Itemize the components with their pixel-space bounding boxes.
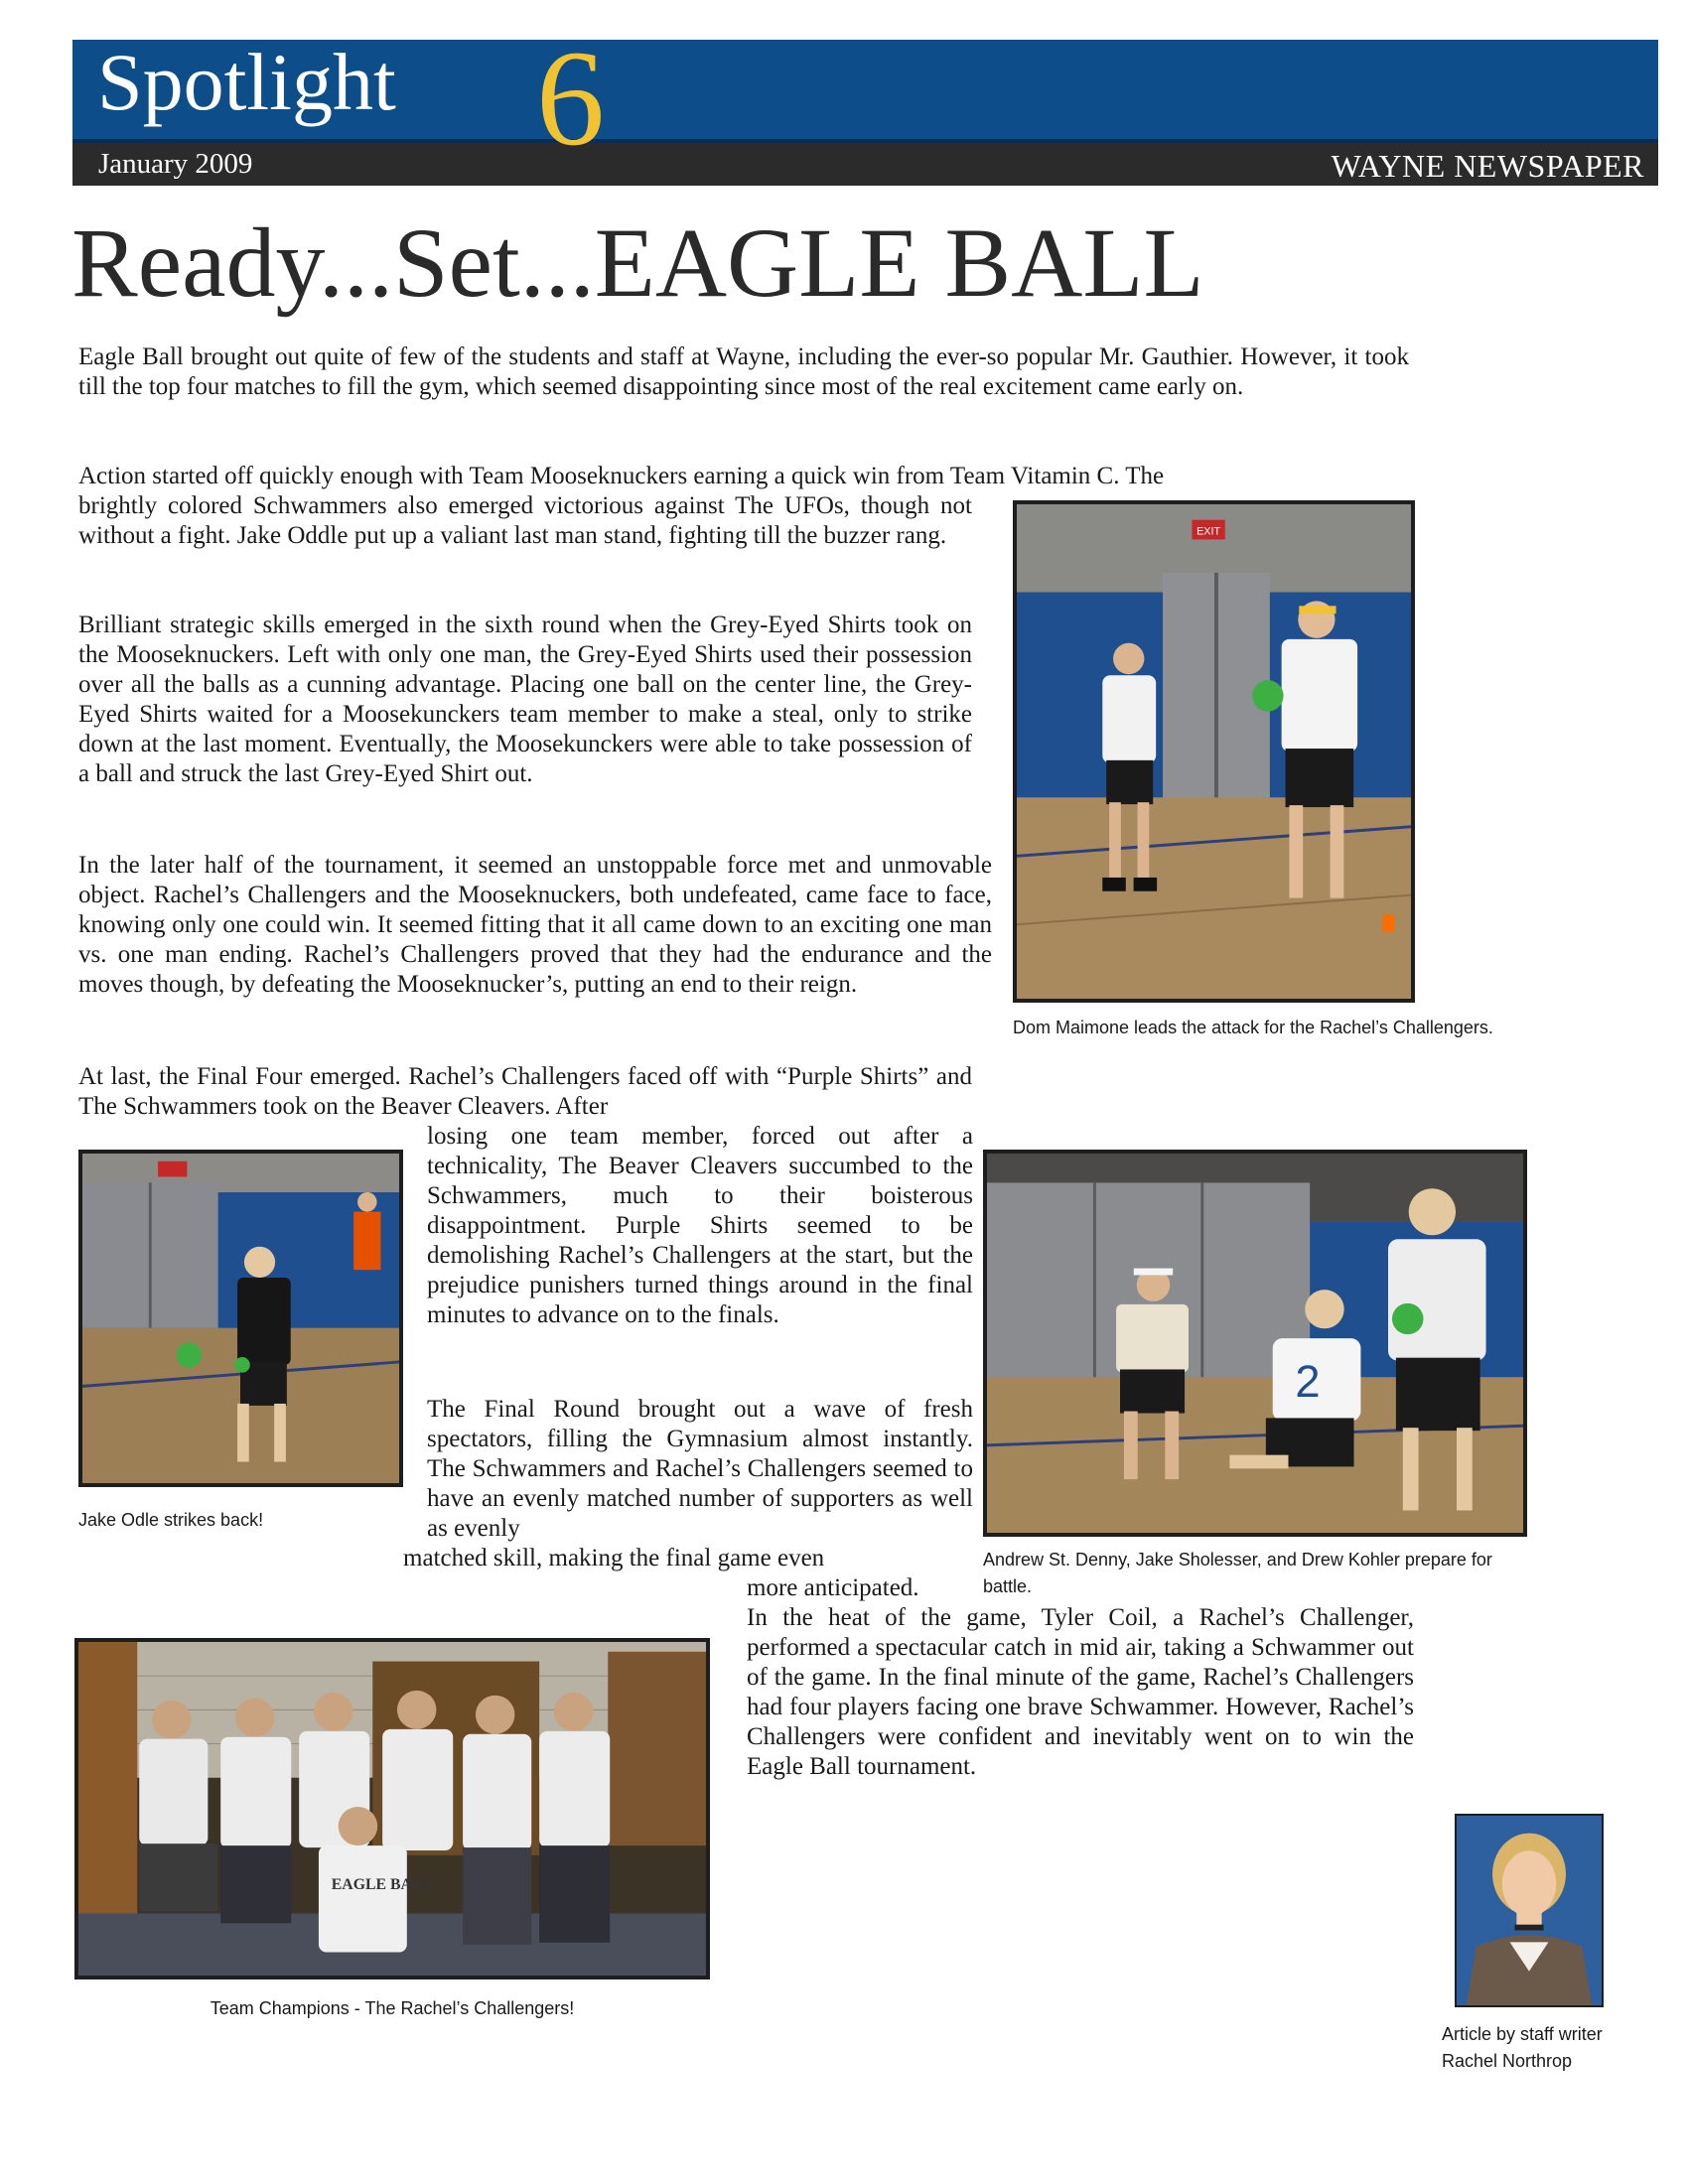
photo-author <box>1455 1814 1604 2007</box>
photo-jake-odle <box>78 1150 403 1487</box>
paragraph-final-round-line: matched skill, making the final game even <box>403 1545 825 1571</box>
exit-sign-text: EXIT <box>1196 525 1221 538</box>
caption-three-players: Andrew St. Denny, Jake Sholesser, and Drew Kohler prepare for battle. <box>983 1550 1492 1596</box>
paragraph-action-start: Action started off quickly enough with Team Mooseknuckers earning a quick win from Team Vitamin C. The <box>78 463 1165 489</box>
paragraph-intro: Eagle Ball brought out quite of few of the students and staff at Wayne, including the ever-so popular Mr. Gauthier. However, it took till the top four matches to fill the gym, which seemed disappointing since most of the real excitement came early on. <box>78 343 1409 400</box>
paragraph-later-half: In the later half of the tournament, it seemed an unstoppable force met and unmovable object. Rachel’s Challengers and the Mooseknuckers, both undefeated, came face to face, knowing only one could win. It seemed fitting that it all came down to an exciting one man vs. one man ending. Rachel’s Challengers proved that they had the endurance and the moves though, by defeating the Mooseknucker’s, putting an end to their reign. <box>78 852 992 998</box>
photo-dom-maimone <box>1013 500 1415 1003</box>
caption-author-line1: Article by staff writer <box>1442 2024 1603 2044</box>
caption-jake-odle: Jake Odle strikes back! <box>78 1510 264 1530</box>
shirt-text: EAGLE BALL <box>331 1876 434 1894</box>
photo-three-players <box>983 1150 1527 1537</box>
caption-author-line2: Rachel Northrop <box>1442 2051 1573 2071</box>
page-number: 6 <box>536 22 605 174</box>
jersey-number-text: 2 <box>1295 1355 1321 1407</box>
photo-team-champions <box>74 1638 710 1979</box>
paragraph-final-four-start: At last, the Final Four emerged. Rachel’s Challengers faced off with “Purple Shirts” and The Schwammers took on the Beaver Cleavers. After <box>78 1063 972 1120</box>
issue-date: January 2009 <box>98 148 253 180</box>
paragraph-strategy: Brilliant strategic skills emerged in the sixth round when the Grey-Eyed Shirts took on the Mooseknuckers. Left with only one man, the Grey-Eyed Shirts used their possession over all the balls as a cunning advantage. Placing one ball on the center line, the Grey-Eyed Shirts waited for a Moosekunckers team member to make a steal, only to strike down at the last moment. Eventually, the Moosekunckers were able to take possession of a ball and struck the last Grey-Eyed Shirt out. <box>78 612 972 787</box>
caption-dom-maimone: Dom Maimone leads the attack for the Rachel’s Challengers. <box>1013 1018 1493 1037</box>
section-name: Spotlight <box>97 37 396 127</box>
newspaper-name: WAYNE NEWSPAPER <box>1331 148 1644 184</box>
caption-team-champions: Team Champions - The Rachel’s Challengers! <box>210 1998 575 2018</box>
paragraph-heat-of-game: In the heat of the game, Tyler Coil, a Rachel’s Challenger, performed a spectacular catch in mid air, taking a Schwammer out of the game. In the final minute of the game, Rachel’s Challengers had four players facing one brave Schwammer. However, Rachel’s Challengers were confident and inevitably went on to win the Eagle Ball tournament. <box>747 1604 1414 1780</box>
paragraph-action-continued: brightly colored Schwammers also emerged victorious against The UFOs, though not without a fight. Jake Oddle put up a valiant last man stand, fighting till the buzzer rang. <box>78 492 972 549</box>
paragraph-final-round-end: more anticipated. <box>747 1574 919 1601</box>
paragraph-final-four-continued: losing one team member, forced out after a technicality, The Beaver Cleavers succumbed to the Schwammers, much to their boisterous disappointment. Purple Shirts seemed to be demolishing Rachel’s Challengers at the start, but the prejudice punishers turned things around in the final minutes to advance on to the finals. <box>427 1123 973 1328</box>
paragraph-final-round: The Final Round brought out a wave of fresh spectators, filling the Gymnasium almost instantly. The Schwammers and Rachel’s Challengers seemed to have an evenly matched number of supporters as well as evenly <box>427 1396 973 1542</box>
article-headline: Ready...Set...EAGLE BALL <box>71 207 1204 318</box>
